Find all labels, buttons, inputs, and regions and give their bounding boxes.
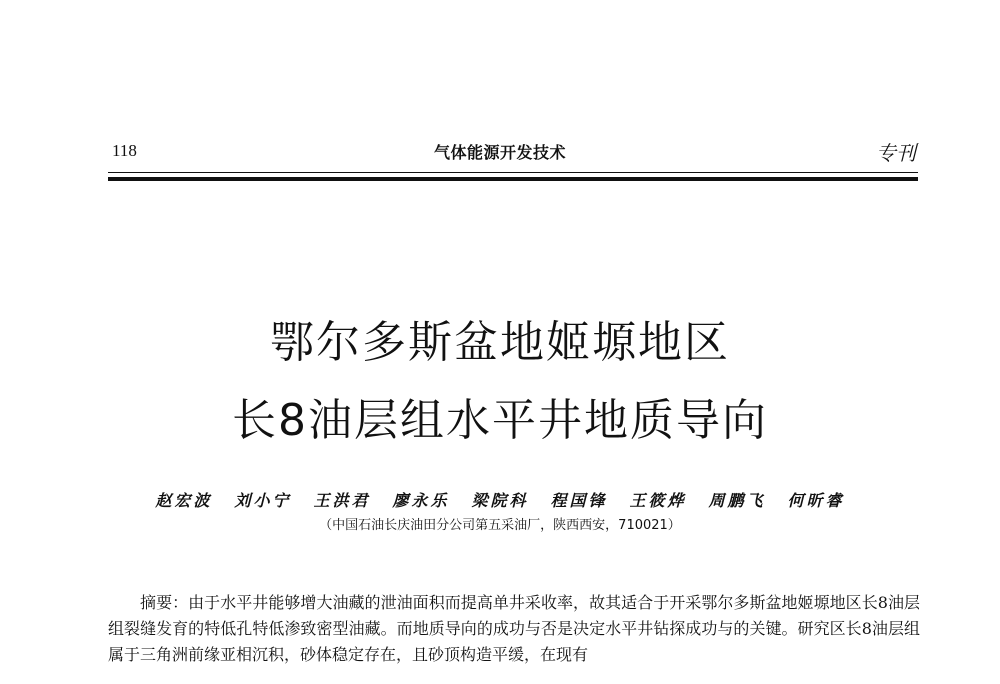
author-name: 何昕睿: [787, 491, 845, 510]
author-name: 程国锋: [550, 491, 608, 510]
header-rule-thick: [108, 177, 918, 181]
abstract: [108, 590, 920, 668]
author-name: 王洪君: [313, 491, 371, 510]
header-rule-thin: [108, 172, 918, 173]
author-name: 梁院科: [471, 491, 529, 510]
author-affiliation: （中国石油长庆油田分公司第五采油厂，陕西西安，710021）: [319, 518, 681, 533]
author-name: 刘小宁: [234, 491, 292, 510]
abstract-text: 摘要：由于水平井能够增大油藏的泄油面积而提高单井采收率，故其适合于开采鄂尔多斯盆地姬塬地区长8油层组裂缝发育的特低孔特低渗致密型油藏。而地质导向的成功与否是决定水平井钻探成功与的关键。研究区长8油层组属于三角洲前缘亚相沉积，砂体稳定存在，且砂顶构造平缓，在现有: [108, 593, 920, 664]
author-name: 赵宏波: [155, 491, 213, 510]
article-title-line-1: 鄂尔多斯盆地姬塬地区: [270, 317, 730, 368]
author-name: 廖永乐: [392, 491, 450, 510]
author-list: [0, 488, 1000, 511]
page-header: [0, 0, 1000, 190]
article-title-line-2: 长8油层组水平井地质导向: [232, 395, 768, 446]
journal-name: 气体能源开发技术: [433, 143, 566, 162]
issue-label: 专刊: [876, 141, 916, 165]
author-name: 周鹏飞: [708, 491, 766, 510]
author-name: 王筱烨: [629, 491, 687, 510]
page-number: 118: [112, 141, 137, 160]
